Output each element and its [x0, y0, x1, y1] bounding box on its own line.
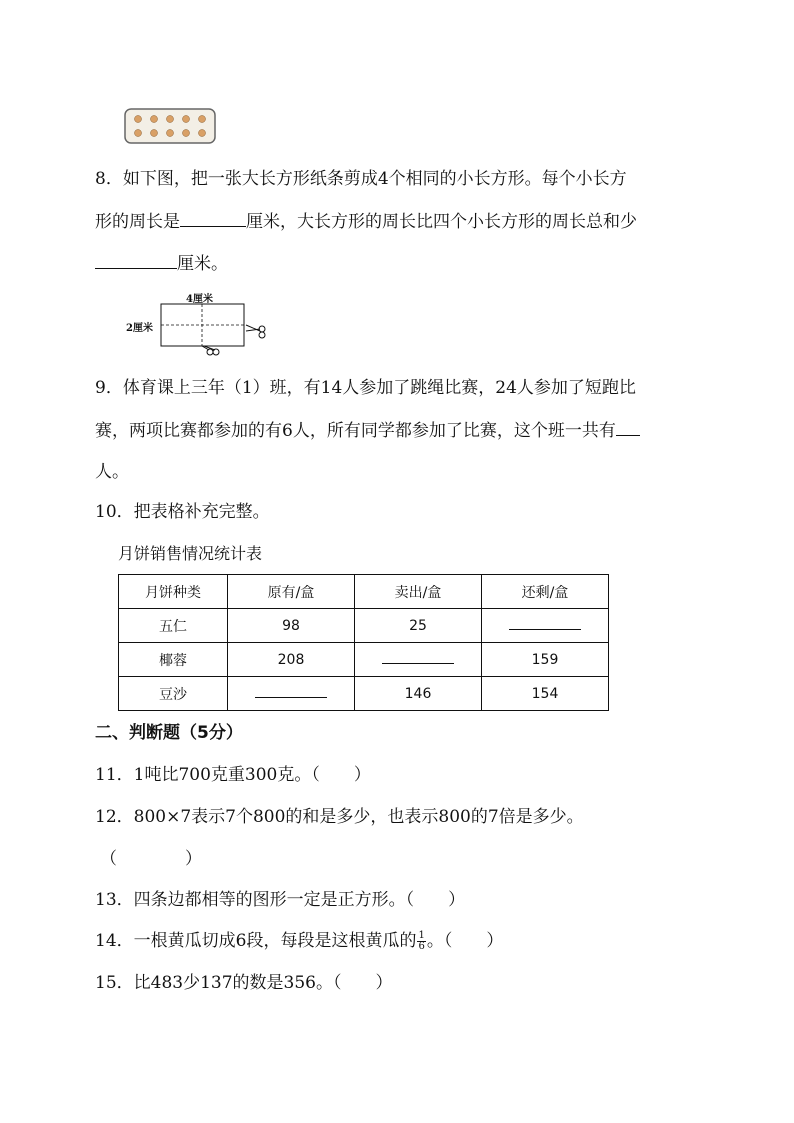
table-cell: 25: [355, 609, 482, 643]
table-header-cell: 月饼种类: [119, 575, 228, 609]
q8-rectangle-figure: [124, 288, 274, 360]
table-header-cell: 卖出/盒: [355, 575, 482, 609]
q10-number: 10．: [95, 502, 134, 522]
table-cell: 208: [228, 643, 355, 677]
table-cell: 146: [355, 677, 482, 711]
q8-line2: 形的周长是 厘米，大长方形的周长比四个小长方形的周长总和少: [95, 212, 637, 232]
q14-number: 14．: [95, 931, 134, 951]
q8-line3: 厘米。: [95, 252, 228, 275]
q8-number: 8．: [95, 169, 123, 189]
table-row: [119, 677, 609, 711]
q10-line: 10．把表格补充完整。: [95, 502, 270, 522]
answer-blank[interactable]: [509, 617, 581, 630]
q11-line: 11．1吨比700克重300克。（ ）: [95, 765, 371, 785]
mooncake-sales-table: [118, 574, 609, 711]
table-cell-blank[interactable]: [355, 643, 482, 677]
figure-top-label: 4厘米: [186, 294, 213, 305]
table-cell: 159: [482, 643, 609, 677]
scissors-icon-bottom: [202, 346, 219, 355]
q9-answer-blank[interactable]: [616, 419, 640, 436]
table-header-cell: 还剩/盒: [482, 575, 609, 609]
q13-line: 13．四条边都相等的图形一定是正方形。（ ）: [95, 890, 466, 910]
table-header-row: [119, 575, 609, 609]
table-cell-blank[interactable]: [228, 677, 355, 711]
scissors-icon-right: [246, 325, 265, 338]
q14-line: 14．一根黄瓜切成6段，每段是这根黄瓜的 $\frac{1}{6}$ 。（ ）: [95, 930, 504, 952]
table-cell: 98: [228, 609, 355, 643]
fraction-one-sixth: $\frac{1}{6}$: [418, 930, 425, 952]
q8-line1: 8．如下图，把一张大长方形纸条剪成4个相同的小长方形。每个小长方: [95, 169, 627, 189]
q9-number: 9．: [95, 378, 123, 398]
table-cell: 豆沙: [119, 677, 228, 711]
q11-number: 11．: [95, 765, 134, 785]
table-row: [119, 643, 609, 677]
answer-blank[interactable]: [382, 651, 454, 664]
q12-line: 12．800×7表示7个800的和是多少，也表示800的7倍是多少。: [95, 807, 584, 827]
table-cell-blank[interactable]: [482, 609, 609, 643]
figure-left-label: 2厘米: [126, 323, 153, 334]
q12-answer-paren[interactable]: （ ）: [100, 849, 202, 869]
q9-line3: 人。: [95, 462, 129, 482]
q15-number: 15．: [95, 973, 134, 993]
table-title: 月饼销售情况统计表: [118, 544, 263, 563]
table-cell: 椰蓉: [119, 643, 228, 677]
answer-blank[interactable]: [255, 685, 327, 698]
q8-answer-blank-2[interactable]: [95, 252, 177, 269]
q13-number: 13．: [95, 890, 134, 910]
cookie-box-image: [124, 108, 216, 148]
table-row: [119, 609, 609, 643]
q9-line2: 赛，两项比赛都参加的有6人，所有同学都参加了比赛，这个班一共有: [95, 419, 640, 442]
q15-line: 15．比483少137的数是356。（ ）: [95, 973, 393, 993]
table-header-cell: 原有/盒: [228, 575, 355, 609]
table-cell: 五仁: [119, 609, 228, 643]
table-cell: 154: [482, 677, 609, 711]
q8-answer-blank-1[interactable]: [180, 210, 246, 227]
q9-line1: 9．体育课上三年（1）班，有14人参加了跳绳比赛，24人参加了短跑比: [95, 378, 636, 398]
q12-number: 12．: [95, 807, 134, 827]
section-title: 二、判断题（5分）: [95, 723, 243, 743]
